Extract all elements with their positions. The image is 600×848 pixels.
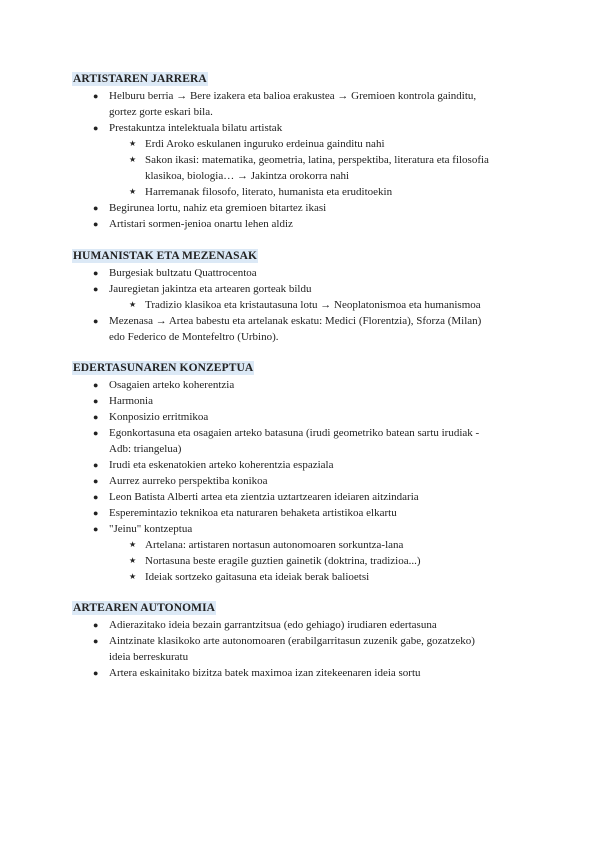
- sub-list-item-text: Nortasuna beste eragile guztien gainetik (doktrina, tradizioa...): [145, 555, 421, 567]
- list-item-text: Jauregietan jakintza eta artearen gorteak bildu: [109, 283, 312, 295]
- bullet-icon: ●: [93, 524, 99, 534]
- bullet-icon: ●: [93, 636, 99, 646]
- bullet-icon: ●: [93, 219, 99, 229]
- list-item-text: Irudi eta eskenatokien arteko koherentzia espaziala: [109, 459, 334, 471]
- star-bullet-icon: ★: [129, 300, 137, 309]
- star-bullet-icon: ★: [129, 556, 137, 565]
- star-bullet-icon: ★: [129, 139, 137, 148]
- list-item-text: Burgesiak bultzatu Quattrocentoa: [109, 267, 257, 279]
- list-item-text: Prestakuntza intelektuala bilatu artistak: [109, 122, 283, 134]
- list-item-text: edo Federico de Montefeltro (Urbino).: [109, 331, 279, 343]
- section-heading: HUMANISTAK ETA MEZENASAK: [73, 250, 258, 262]
- bullet-icon: ●: [93, 620, 99, 630]
- bullet-icon: ●: [93, 508, 99, 518]
- list-item-text: Aurrez aurreko perspektiba konikoa: [109, 475, 268, 487]
- list-item-text: Aintzinate klasikoko arte autonomoaren (erabilgarritasun zuzenik gabe, gozatzeko): [109, 635, 475, 647]
- bullet-icon: ●: [93, 396, 99, 406]
- bullet-icon: ●: [93, 91, 99, 101]
- list-item-text: ideia berreskuratu: [109, 651, 189, 663]
- bullet-icon: ●: [93, 492, 99, 502]
- list-item-text: Adierazitako ideia bezain garrantzitsua (edo gehiago) irudiaren edertasuna: [109, 619, 437, 631]
- bullet-icon: ●: [93, 123, 99, 133]
- section-heading: ARTEAREN AUTONOMIA: [73, 602, 216, 614]
- star-bullet-icon: ★: [129, 540, 137, 549]
- list-item-text: Begirunea lortu, nahiz eta gremioen bitartez ikasi: [109, 202, 327, 214]
- list-item-text: Egonkortasuna eta osagaien arteko batasuna (irudi geometriko batean sartu irudiak -: [109, 427, 480, 439]
- star-bullet-icon: ★: [129, 155, 137, 164]
- list-item-text: Adb: triangelua): [109, 443, 182, 455]
- sub-list-item-text: Erdi Aroko eskulanen inguruko erdeinua gainditu nahi: [145, 138, 385, 150]
- list-item-text: Leon Batista Alberti artea eta zientzia uztartzearen ideiaren aitzindaria: [109, 491, 419, 503]
- section-heading: ARTISTAREN JARRERA: [73, 73, 207, 85]
- star-bullet-icon: ★: [129, 572, 137, 581]
- sub-list-item-text: klasikoa, biologia… → Jakintza orokorra nahi: [145, 170, 350, 182]
- bullet-icon: ●: [93, 316, 99, 326]
- bullet-icon: ●: [93, 284, 99, 294]
- bullet-icon: ●: [93, 476, 99, 486]
- sub-list-item-text: Tradizio klasikoa eta kristautasuna lotu → Neoplatonismoa eta humanismoa: [145, 299, 481, 311]
- list-item-text: Artistari sormen-jenioa onartu lehen aldiz: [109, 218, 293, 230]
- bullet-icon: ●: [93, 203, 99, 213]
- sub-list-item-text: Ideiak sortzeko gaitasuna eta ideiak berak balioetsi: [145, 571, 370, 583]
- sub-list-item-text: Harremanak filosofo, literato, humanista eta eruditoekin: [145, 186, 393, 198]
- sub-list-item-text: Artelana: artistaren nortasun autonomoaren sorkuntza-lana: [145, 539, 404, 551]
- bullet-icon: ●: [93, 428, 99, 438]
- sub-list-item-text: Sakon ikasi: matematika, geometria, latina, perspektiba, literatura eta filosofia: [145, 154, 489, 166]
- list-item-text: Osagaien arteko koherentzia: [109, 379, 235, 391]
- bullet-icon: ●: [93, 460, 99, 470]
- list-item-text: Esperemintazio teknikoa eta naturaren behaketa artistikoa elkartu: [109, 507, 397, 519]
- list-item-text: Artera eskainitako bizitza batek maximoa izan zitekeenaren ideia sortu: [109, 667, 421, 679]
- list-item-text: Konposizio erritmikoa: [109, 411, 209, 423]
- bullet-icon: ●: [93, 412, 99, 422]
- list-item-text: gortez gorte eskari bila.: [109, 106, 213, 118]
- bullet-icon: ●: [93, 380, 99, 390]
- list-item-text: Helburu berria → Bere izakera eta balioa erakustea → Gremioen kontrola gainditu,: [109, 90, 477, 102]
- list-item-text: Harmonia: [109, 395, 153, 407]
- section-heading: EDERTASUNAREN KONZEPTUA: [73, 362, 254, 374]
- bullet-icon: ●: [93, 268, 99, 278]
- star-bullet-icon: ★: [129, 187, 137, 196]
- bullet-icon: ●: [93, 668, 99, 678]
- list-item-text: "Jeinu" kontzeptua: [109, 523, 193, 535]
- list-item-text: Mezenasa → Artea babestu eta artelanak eskatu: Medici (Florentzia), Sforza (Milan): [109, 315, 482, 327]
